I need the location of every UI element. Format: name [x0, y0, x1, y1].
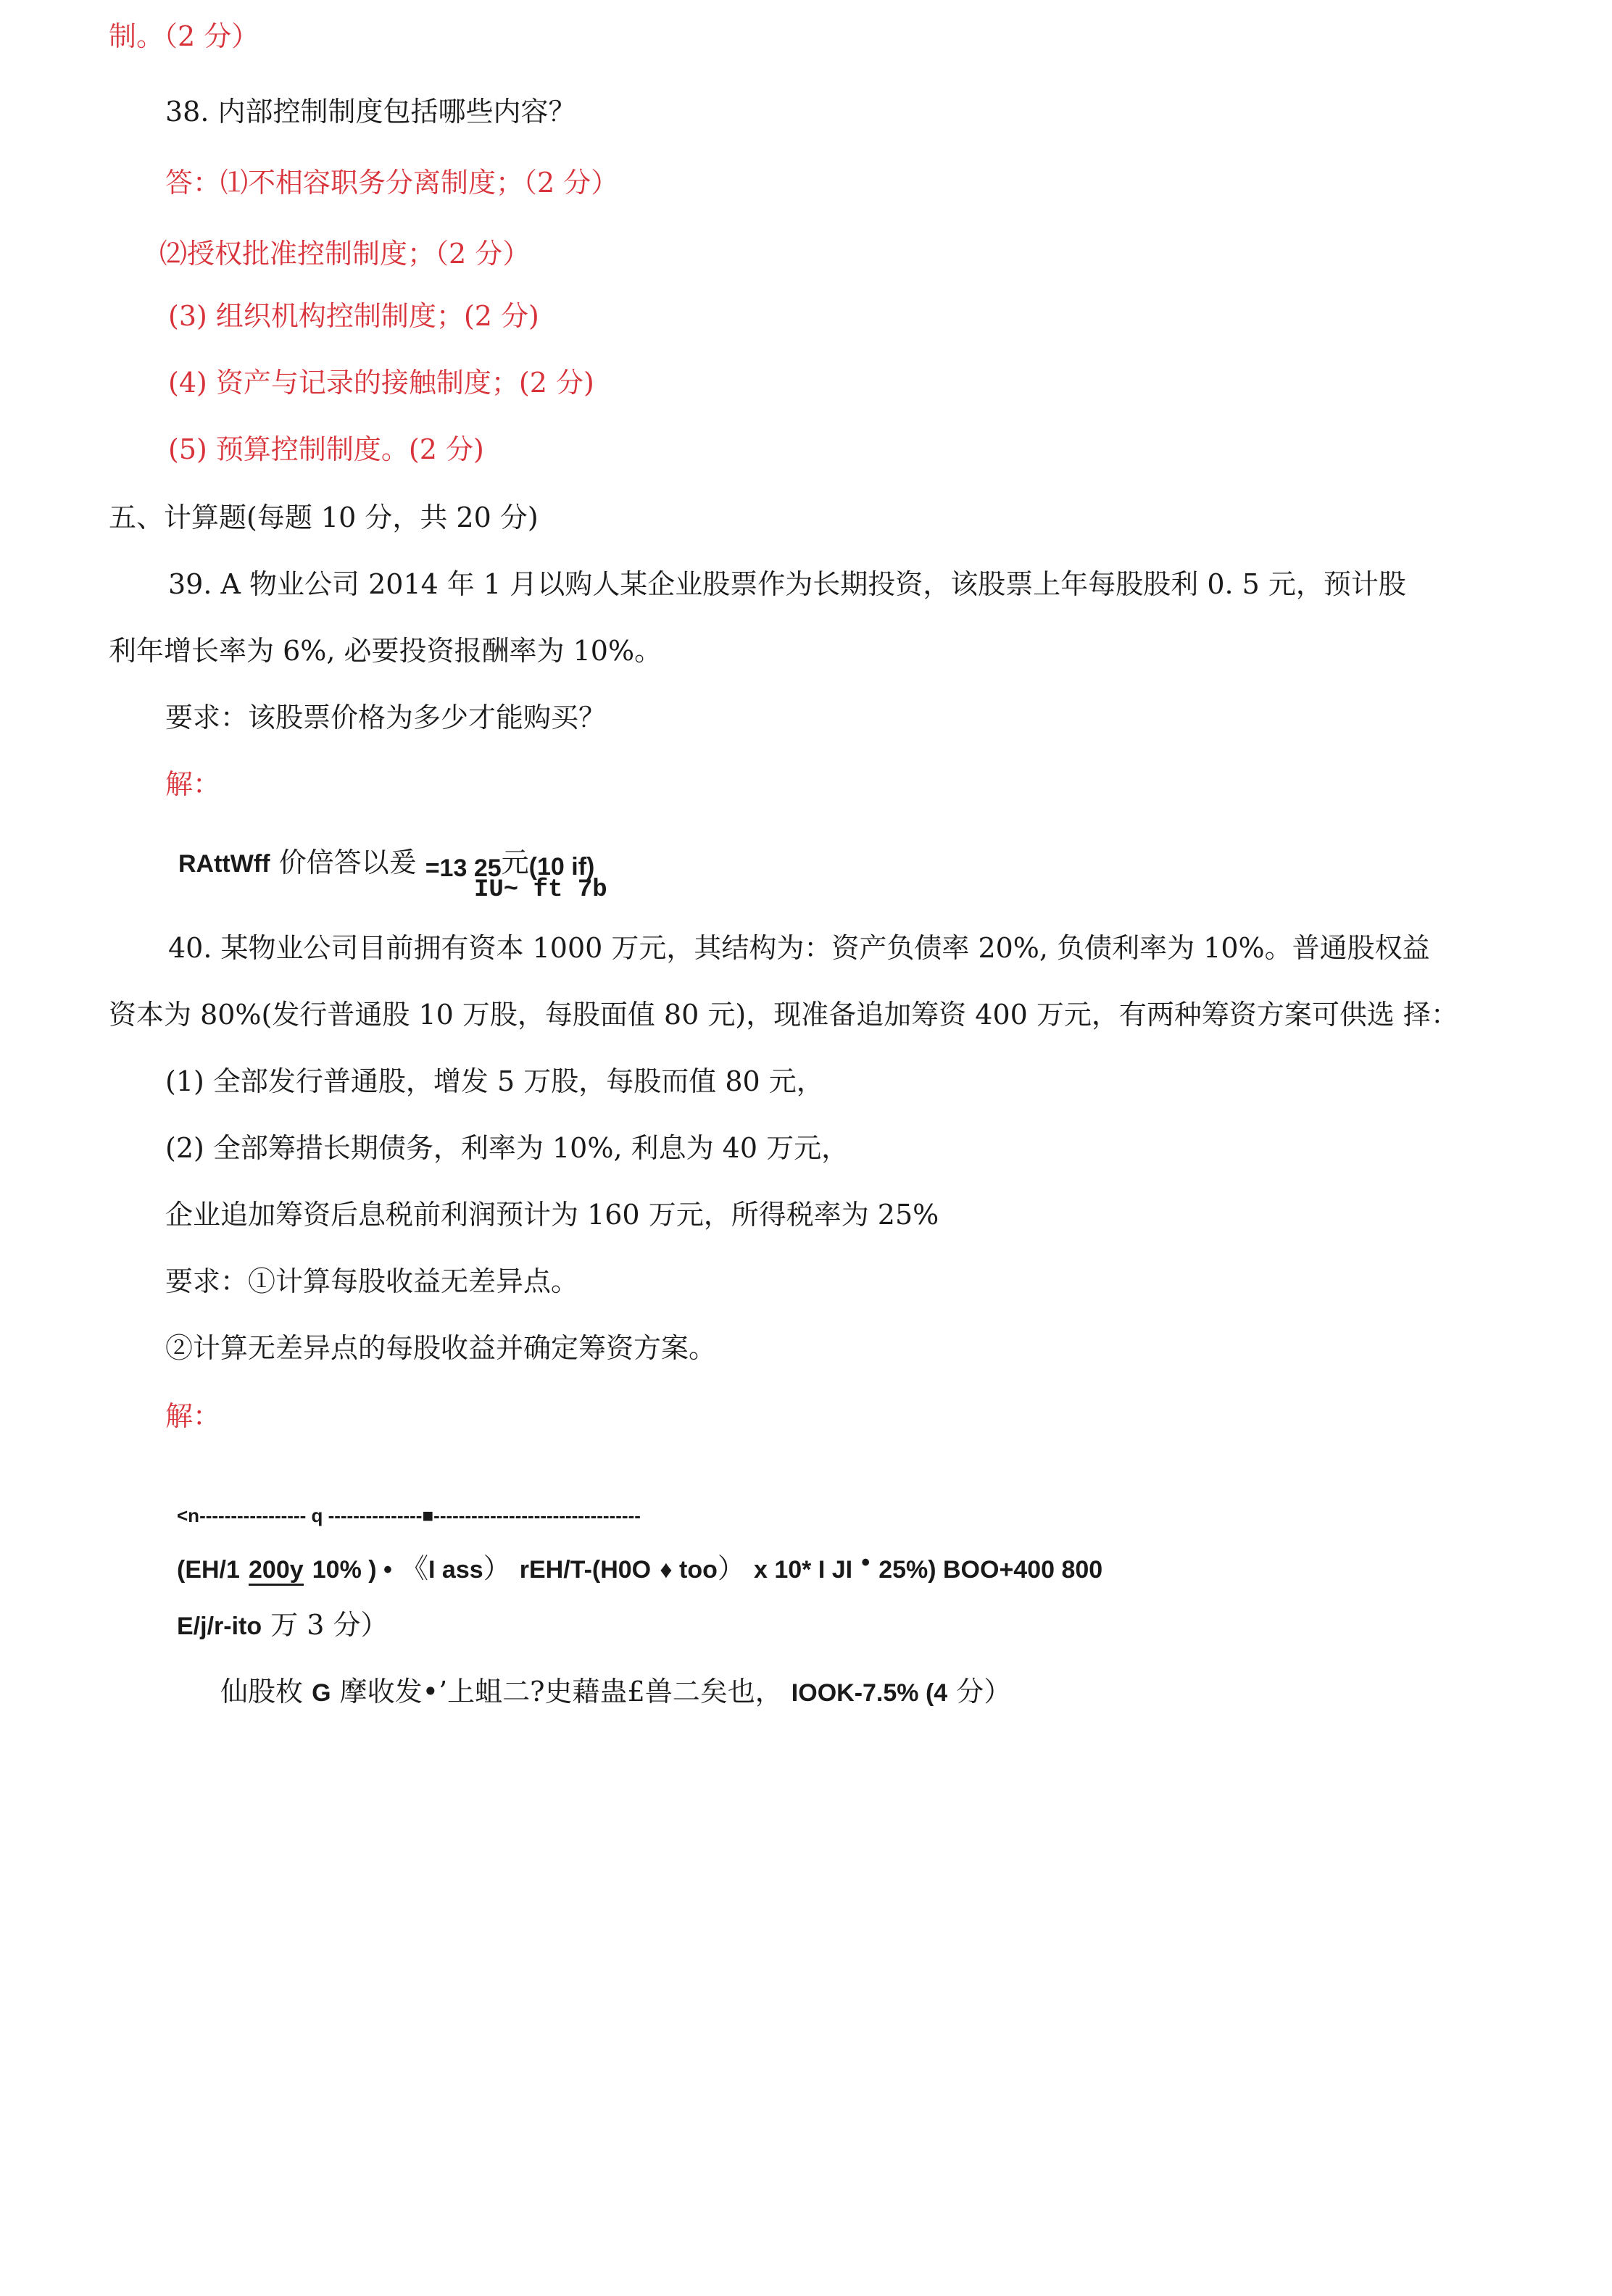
formula-fragment: 25%) BOO+400 800: [878, 1556, 1103, 1584]
question-40-line: 资本为 80%(发行普通股 10 万股，每股面值 80 元)，现准备追加筹资 400 万元，有两种筹资方案可供选 择：: [109, 999, 1458, 1031]
formula-fragment: 10% ) •: [312, 1556, 392, 1584]
question-40-requirement: ②计算无差异点的每股收益并确定筹资方案。: [165, 1332, 717, 1364]
answer-text: ⑵授权批准控制制度；（2 分）: [159, 238, 531, 270]
question-39-line: 利年增长率为 6%, 必要投资报酬率为 10%。: [109, 635, 662, 667]
formula-fragment: 仙股枚: [220, 1676, 304, 1708]
question-38: 38. 内部控制制度包括哪些内容？: [165, 96, 576, 128]
formula-fragment: =13 25: [425, 854, 502, 882]
formula-fragment: ）: [717, 1552, 745, 1584]
formula-fragment: 元: [501, 847, 529, 878]
question-40-option: (1) 全部发行普通股，增发 5 万股，每股而值 80 元，: [165, 1065, 824, 1097]
question-39-requirement: 要求：该股票价格为多少才能购买？: [165, 702, 607, 733]
question-40-option: (2) 全部筹措长期债务，利率为 10%, 利息为 40 万元，: [165, 1132, 849, 1164]
answer-text: 制。（2 分）: [109, 20, 259, 52]
formula-40-line: [177, 1607, 389, 1644]
answer-text: (5) 预算控制制度。(2 分): [168, 433, 484, 465]
formula-fragment: rEH/T-(H0O: [519, 1556, 652, 1584]
formula-fragment: 分）: [956, 1676, 1012, 1708]
formula-fragment: •: [861, 1549, 871, 1576]
formula-fragment: 《: [401, 1552, 429, 1584]
formula-39-subscript: IU~ ft 7b: [474, 876, 607, 904]
question-40-requirement: 要求：①计算每股收益无差异点。: [165, 1265, 579, 1297]
answer-text: 答：⑴不相容职务分离制度；（2 分）: [165, 167, 619, 199]
formula-fragment: E/j/r-ito: [177, 1613, 262, 1640]
formula-fragment: ♦ too: [660, 1556, 718, 1584]
formula-fragment: 200y: [249, 1556, 304, 1586]
formula-fragment: (10 if): [528, 853, 595, 881]
formula-fragment: 价倍答以爰: [278, 847, 417, 878]
question-39-line: 39. A 物业公司 2014 年 1 月以购人某企业股票作为长期投资，该股票上年每股股利 0. 5 元，预计股: [168, 568, 1406, 600]
formula-fragment: I ass: [428, 1556, 483, 1584]
section-heading: 五、计算题(每题 10 分，共 20 分): [109, 502, 539, 533]
question-40-line: 企业追加筹资后息税前利润预计为 160 万元，所得税率为 25%: [165, 1199, 939, 1231]
formula-fragment: RAttWff: [178, 850, 270, 878]
formula-40-result: [220, 1674, 1011, 1710]
solution-label: 解：: [165, 768, 221, 800]
formula-fragment: ）: [483, 1552, 511, 1584]
formula-fragment: x 10* I JI: [753, 1556, 853, 1584]
formula-40-line: [177, 1551, 1102, 1587]
formula-fragment: IOOK-7.5% (4: [791, 1679, 948, 1707]
formula-40-divider: <n----------------- q ---------------■---------------------------------: [177, 1505, 641, 1526]
answer-text: (4) 资产与记录的接触制度；(2 分): [168, 367, 594, 399]
formula-fragment: G: [312, 1679, 331, 1707]
formula-fragment: 万 3 分）: [270, 1609, 389, 1641]
question-40-line: 40. 某物业公司目前拥有资本 1000 万元，其结构为：资产负债率 20%, 负债利率为 10%。普通股权益: [168, 932, 1430, 964]
formula-fragment: 摩收发•’上蛆二?史藉蛊£兽二矣也，: [339, 1676, 783, 1708]
formula-fragment: (EH/1: [177, 1556, 240, 1584]
solution-label: 解：: [165, 1400, 221, 1432]
answer-text: (3) 组织机构控制制度；(2 分): [168, 300, 539, 332]
